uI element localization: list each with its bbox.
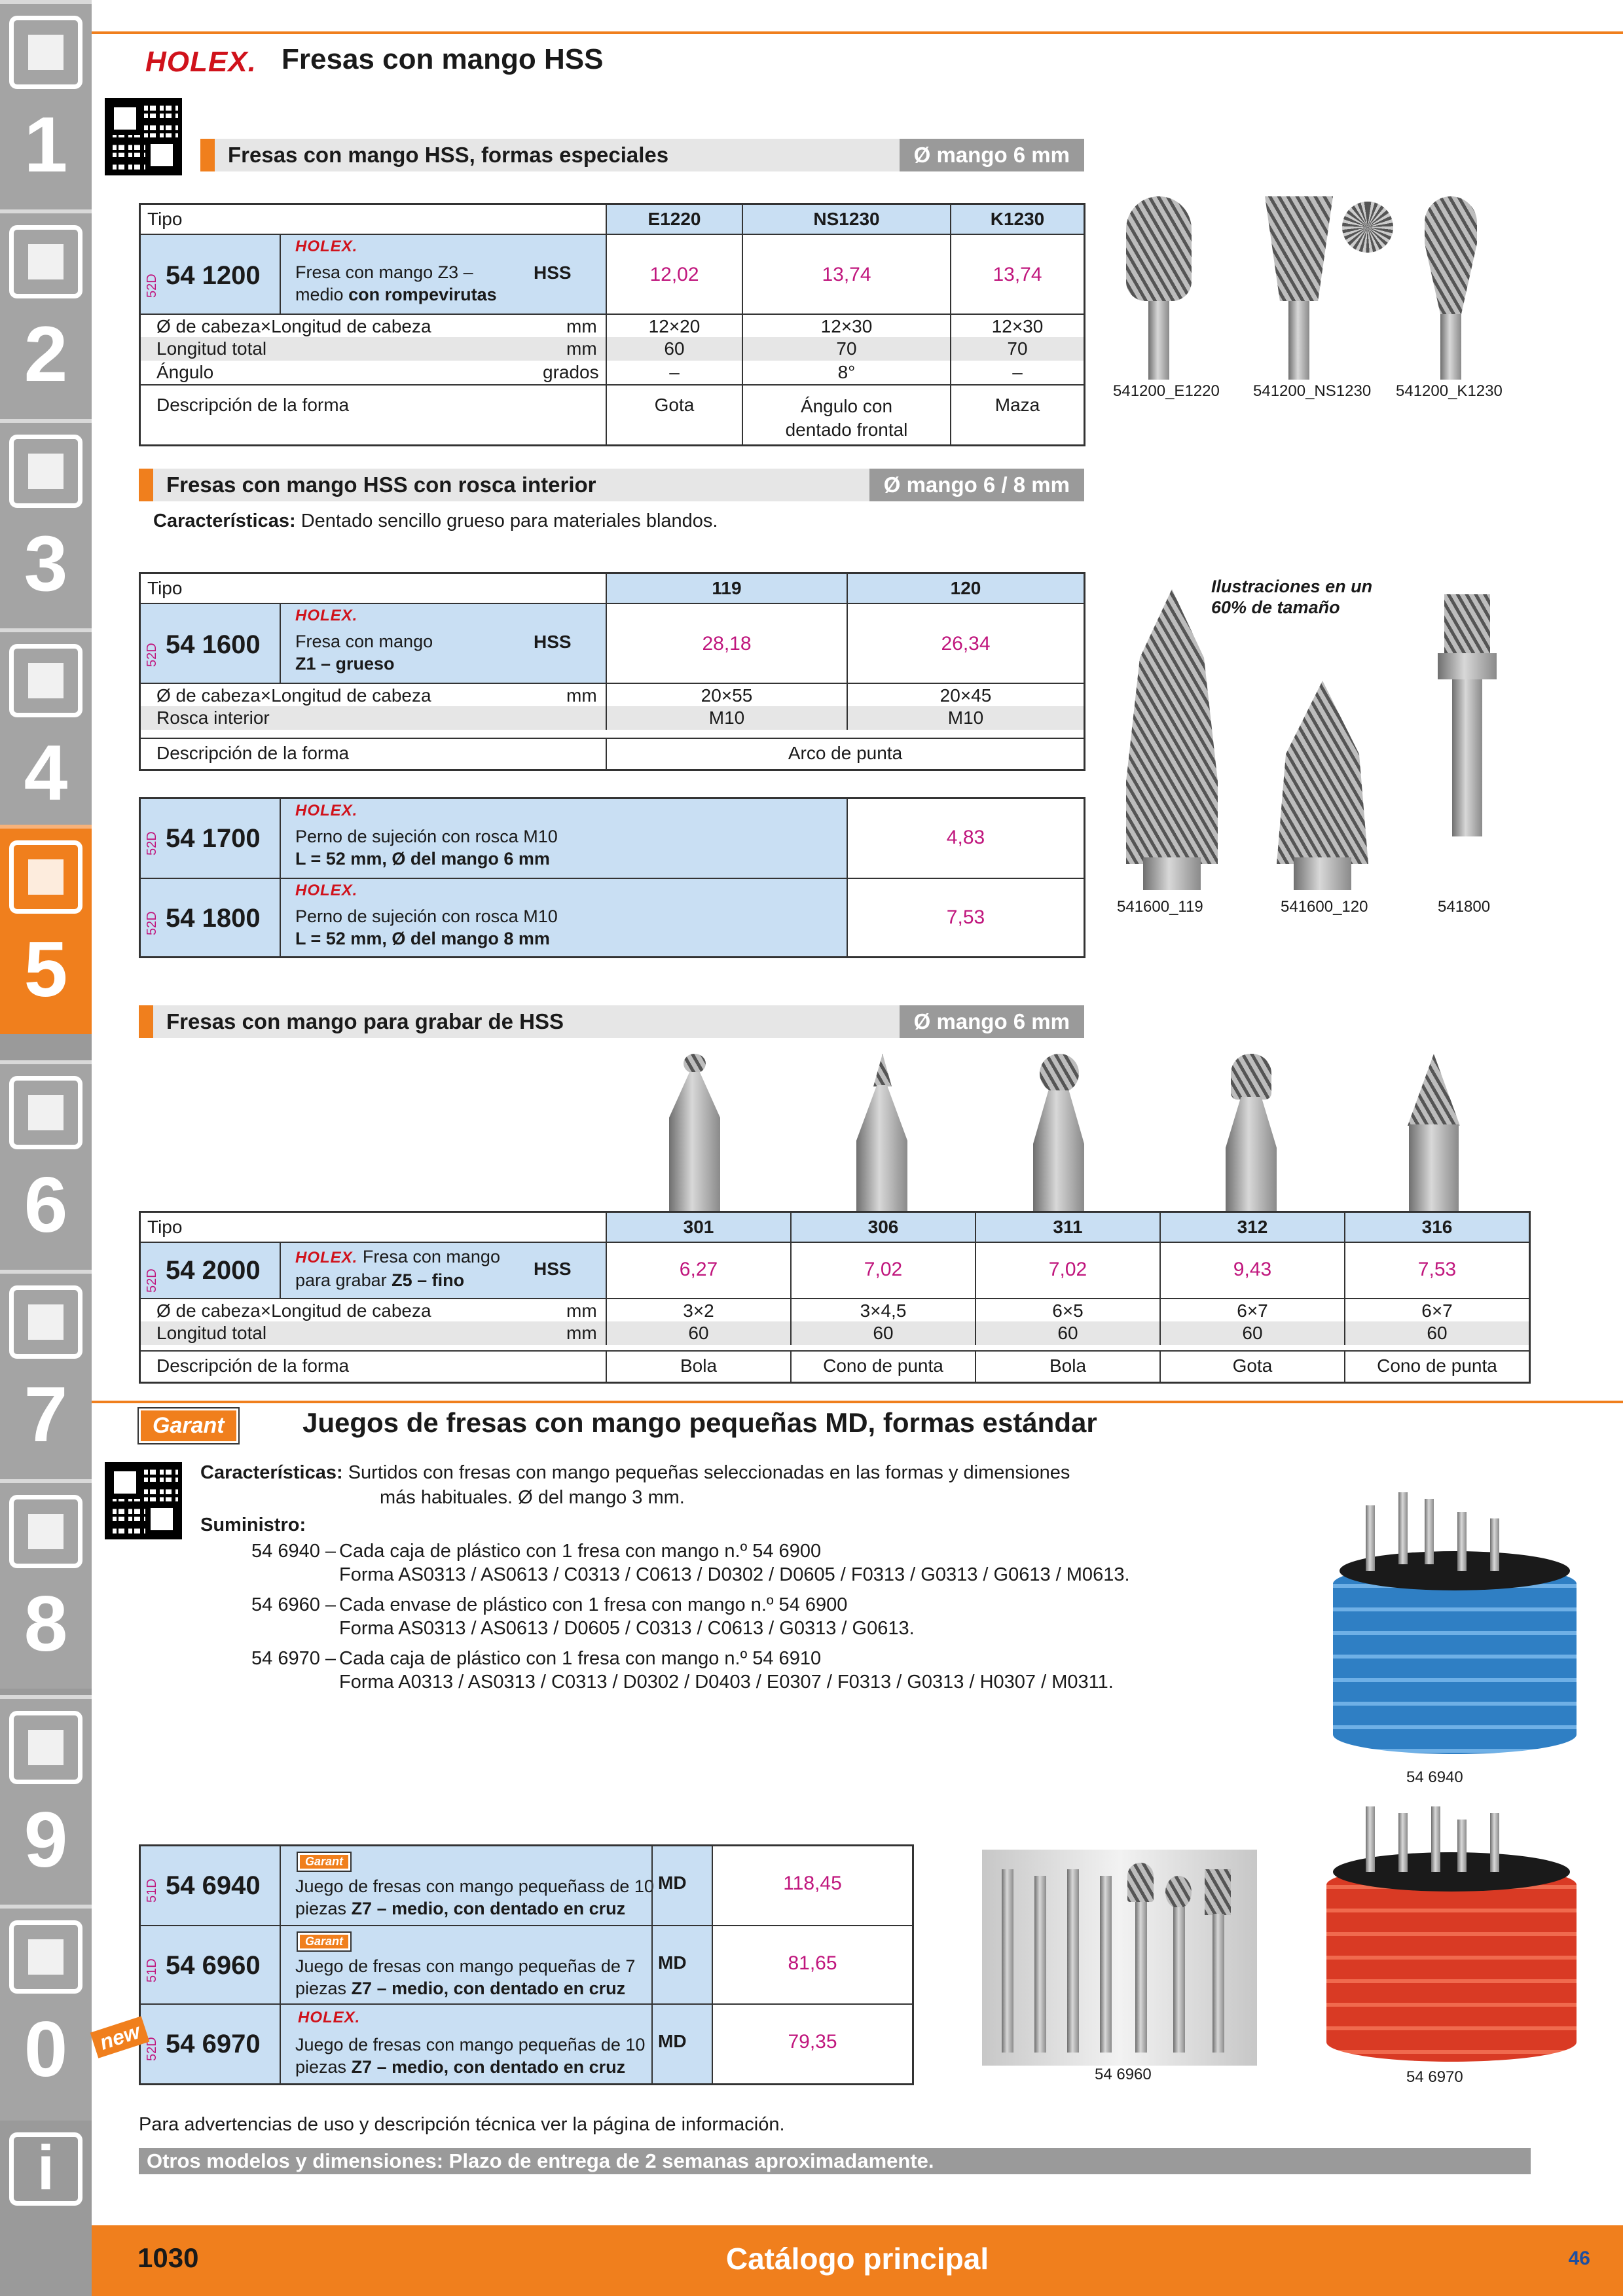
page-title: Fresas con mango HSS xyxy=(282,43,604,75)
section-title: Fresas con mango HSS, formas especiales xyxy=(228,143,669,167)
page-number: 1030 xyxy=(137,2242,199,2273)
image-caption: 54 6970 xyxy=(1406,2068,1463,2086)
column-header: NS1230 xyxy=(742,205,950,234)
image-caption: 541200_K1230 xyxy=(1396,382,1503,400)
delivery-note: Otros modelos y dimensiones: Plazo de entrega de 2 semanas aproximadamente. xyxy=(139,2148,1531,2174)
qr-code[interactable] xyxy=(105,98,182,175)
chapter-number: 8 xyxy=(24,1580,68,1668)
price: 7,53 xyxy=(1344,1243,1529,1298)
section-bar xyxy=(139,469,1084,501)
product-table xyxy=(139,1211,1531,1384)
material: HSS xyxy=(534,632,572,652)
material: MD xyxy=(651,1846,712,1925)
garant-logo: Garant xyxy=(139,1408,238,1443)
new-badge: new xyxy=(90,2016,150,2058)
article-tag: 52D xyxy=(145,2037,159,2061)
supply-code: 54 6940 – xyxy=(251,1541,337,1562)
supply-code: 54 6970 – xyxy=(251,1648,337,1669)
chapter-number: 5 xyxy=(24,925,68,1013)
price: 13,74 xyxy=(742,235,950,314)
article-tag: 52D xyxy=(145,1268,159,1293)
shank-badge: Ø mango 6 mm xyxy=(900,1005,1084,1038)
tap-icon xyxy=(9,435,82,508)
column-header: E1220 xyxy=(606,205,742,234)
chapter-tab-9[interactable] xyxy=(0,1695,92,1905)
supply-code: 54 6960 – xyxy=(251,1594,337,1615)
table-row[interactable] xyxy=(141,234,1084,314)
product-table xyxy=(139,203,1085,446)
table-row[interactable] xyxy=(141,2003,912,2083)
table-header-row xyxy=(141,205,1084,234)
spec-row: Longitud total mm 60 70 70 xyxy=(141,337,1084,361)
image-caption: 54 6940 xyxy=(1406,1768,1463,1786)
material: MD xyxy=(651,2005,712,2083)
saw-icon xyxy=(9,840,82,914)
description: Fresa con mango Z3 – medio con rompevirutas xyxy=(295,262,497,304)
tube-set-image xyxy=(982,1850,1257,2066)
qr-code[interactable] xyxy=(105,1462,182,1539)
chapter-number: 6 xyxy=(24,1161,68,1249)
image-caption: 541600_120 xyxy=(1281,898,1368,916)
cabinet-icon xyxy=(9,1711,82,1784)
table-row[interactable] xyxy=(141,799,1084,878)
article-number: 54 1800 xyxy=(166,904,261,933)
price: 7,53 xyxy=(847,879,1084,956)
material: MD xyxy=(651,1926,712,2003)
form-row: Descripción de la forma Arco de punta xyxy=(141,738,1084,769)
description: Juego de fresas con mango pequeñas de 7 piezas Z7 – medio, con dentado en cruz xyxy=(295,1956,636,1998)
section-title: Fresas con mango HSS con rosca interior xyxy=(166,473,596,497)
chapter-tab-8[interactable] xyxy=(0,1479,92,1689)
column-header: 301 xyxy=(606,1213,790,1242)
column-header: 119 xyxy=(606,574,847,603)
description: Juego de fresas con mango pequeñass de 10 piezas Z7 – medio, con dentado en cruz xyxy=(295,1876,654,1918)
characteristics-cont: más habituales. Ø del mango 3 mm. xyxy=(380,1487,685,1508)
chapter-tab-0[interactable] xyxy=(0,1905,92,2121)
usage-note: Para advertencias de uso y descripción técnica ver la página de información. xyxy=(139,2114,785,2135)
chapter-tab-7[interactable] xyxy=(0,1270,92,1479)
holex-logo: HOLEX. xyxy=(298,2009,361,2026)
column-header: 120 xyxy=(847,574,1084,603)
supply-line: Forma AS0313 / AS0613 / C0313 / C0613 / D0302 / D0605 / F0313 / G0313 / G0613 / M0613. xyxy=(339,1564,1130,1585)
drill-icon xyxy=(9,16,82,89)
spec-row: Longitud total mm 60 60 60 60 60 xyxy=(141,1321,1529,1345)
chapter-number: 0 xyxy=(24,2005,68,2093)
chapter-tab-1[interactable] xyxy=(0,0,92,209)
footer xyxy=(92,2225,1623,2296)
shank-badge: Ø mango 6 mm xyxy=(900,139,1084,171)
table-row[interactable] xyxy=(141,1846,912,1925)
tipo-label: Tipo xyxy=(147,209,183,229)
image-caption: 541200_NS1230 xyxy=(1253,382,1372,400)
supply-line: Cada caja de plástico con 1 fresa con mango n.º 54 6900 xyxy=(339,1541,822,1562)
price: 9,43 xyxy=(1159,1243,1344,1298)
table-row[interactable] xyxy=(141,1242,1529,1298)
chapter-tab-2[interactable] xyxy=(0,209,92,419)
table-header-row: Tipo 301 306 311 312 316 xyxy=(141,1213,1529,1242)
column-header: 316 xyxy=(1344,1213,1529,1242)
article-number: 54 1600 xyxy=(166,630,261,659)
chapter-rail xyxy=(0,0,92,2296)
description: Perno de sujeción con rosca M10 L = 52 mm, Ø del mango 8 mm xyxy=(295,906,558,948)
article-number: 54 6940 xyxy=(166,1871,261,1900)
chapter-number: 9 xyxy=(24,1796,68,1884)
characteristics: Características: Surtidos con fresas con mango pequeñas seleccionadas en las formas y dimensiones xyxy=(200,1462,1070,1483)
material: HSS xyxy=(534,262,572,283)
article-number: 54 1200 xyxy=(166,261,261,290)
price: 7,02 xyxy=(975,1243,1159,1298)
price: 13,74 xyxy=(950,235,1084,314)
description: Fresa con mango Z1 – grueso xyxy=(295,632,433,673)
insert-icon xyxy=(9,225,82,298)
table-row[interactable] xyxy=(141,1925,912,2003)
spec-row: Ø de cabeza×Longitud de cabeza mm 12×20 12×30 12×30 xyxy=(141,314,1084,337)
price: 12,02 xyxy=(606,235,742,314)
catalog-title: Catálogo principal xyxy=(725,2242,989,2276)
holex-logo: HOLEX. xyxy=(295,882,358,899)
column-header: 312 xyxy=(1159,1213,1344,1242)
chapter-tab-6[interactable] xyxy=(0,1060,92,1270)
article-number: 54 2000 xyxy=(166,1256,261,1285)
supply-line: Forma AS0313 / AS0613 / D0605 / C0313 / C0613 / G0313 / G0613. xyxy=(339,1618,915,1639)
column-header: 306 xyxy=(790,1213,975,1242)
price: 4,83 xyxy=(847,799,1084,878)
image-caption: 541800 xyxy=(1438,898,1491,916)
chapter-tab-5[interactable] xyxy=(0,825,92,1034)
safety-icon xyxy=(9,1920,82,1994)
section-bar xyxy=(139,1005,1084,1038)
article-tag: 52D xyxy=(145,274,159,298)
article-number: 54 6960 xyxy=(166,1951,261,1980)
image-caption: 54 6960 xyxy=(1095,2066,1152,2083)
description: Juego de fresas con mango pequeñas de 10 piezas Z7 – medio, con dentado en cruz xyxy=(295,2035,646,2077)
chapter-number: 2 xyxy=(24,310,68,398)
image-caption: 541600_119 xyxy=(1117,898,1203,916)
holex-logo: HOLEX. xyxy=(295,802,358,819)
price: 26,34 xyxy=(847,604,1084,683)
chapter-tab-4[interactable] xyxy=(0,628,92,838)
spec-row: Ø de cabeza×Longitud de cabeza mm 3×2 3×4,5 6×5 6×7 6×7 xyxy=(141,1298,1529,1321)
header-rule xyxy=(92,31,1623,34)
article-tag: 51D xyxy=(145,1958,159,1982)
material: HSS xyxy=(534,1259,572,1279)
section-bar xyxy=(200,139,1084,171)
supply-line: Cada envase de plástico con 1 fresa con mango n.º 54 6900 xyxy=(339,1594,848,1615)
sets-table xyxy=(139,1844,914,2085)
garant-logo: Garant xyxy=(298,1853,350,1871)
holex-logo: HOLEX. xyxy=(295,238,358,255)
image-caption: 541200_E1220 xyxy=(1113,382,1220,400)
description: HOLEX. Fresa con mango para grabar Z5 – fino xyxy=(295,1247,500,1290)
wrench-icon xyxy=(9,1076,82,1149)
section-number: 46 xyxy=(1568,2248,1590,2269)
article-tag: 52D xyxy=(145,643,159,667)
chapter-number: 7 xyxy=(24,1371,68,1458)
caliper-icon xyxy=(9,644,82,717)
price: 6,27 xyxy=(606,1243,790,1298)
chapter-number: 4 xyxy=(24,729,68,817)
form-row: Descripción de la forma Bola Cono de punta Bola Gota Cono de punta xyxy=(141,1350,1529,1382)
holex-logo: HOLEX. xyxy=(295,607,358,624)
form-row: Descripción de la forma Gota Ángulo con dentado frontal Maza xyxy=(141,384,1084,444)
supply-label: Suministro: xyxy=(200,1515,306,1535)
price: 79,35 xyxy=(712,2005,912,2083)
spec-row: Rosca interior M10 M10 xyxy=(141,706,1084,730)
spec-row: Ángulo grados – 8° – xyxy=(141,361,1084,384)
chapter-number: 3 xyxy=(24,520,68,607)
table-header-row: Tipo 119 120 xyxy=(141,574,1084,603)
price: 81,65 xyxy=(712,1926,912,2003)
supply-line: Forma A0313 / AS0313 / C0313 / D0302 / D0403 / E0307 / F0313 / G0313 / H0307 / M0311. xyxy=(339,1672,1114,1693)
supply-line: Cada caja de plástico con 1 fresa con mango n.º 54 6910 xyxy=(339,1648,822,1669)
holex-logo: HOLEX. xyxy=(145,46,257,78)
table-row[interactable] xyxy=(141,878,1084,956)
description: Perno de sujeción con rosca M10 L = 52 mm, Ø del mango 6 mm xyxy=(295,827,558,869)
toolcase-icon xyxy=(9,1495,82,1568)
article-tag: 51D xyxy=(145,1878,159,1903)
section-title: Fresas con mango para grabar de HSS xyxy=(166,1009,564,1033)
chapter-number: 1 xyxy=(24,101,68,188)
info-icon[interactable]: i xyxy=(9,2132,82,2206)
article-tag: 52D xyxy=(145,831,159,855)
article-tag: 52D xyxy=(145,911,159,935)
product-table xyxy=(139,572,1085,771)
spec-row: Ø de cabeza×Longitud de cabeza mm 20×55 20×45 xyxy=(141,683,1084,706)
garant-logo: Garant xyxy=(298,1933,350,1950)
section-rule xyxy=(92,1401,1623,1403)
article-number: 54 1700 xyxy=(166,824,261,853)
section-title: Juegos de fresas con mango pequeñas MD, formas estándar xyxy=(302,1407,1097,1438)
pliers-icon xyxy=(9,1285,82,1359)
table-row[interactable] xyxy=(141,603,1084,683)
characteristics: Características: Dentado sencillo grueso para materiales blandos. xyxy=(153,511,718,531)
column-header: 311 xyxy=(975,1213,1159,1242)
price: 118,45 xyxy=(712,1846,912,1925)
chapter-tab-3[interactable] xyxy=(0,419,92,628)
article-number: 54 6970 xyxy=(166,2030,261,2058)
price: 7,02 xyxy=(790,1243,975,1298)
price: 28,18 xyxy=(606,604,847,683)
bolt-table xyxy=(139,797,1085,958)
shank-badge: Ø mango 6 / 8 mm xyxy=(869,469,1084,501)
illustration-note: Ilustraciones en un 60% de tamaño xyxy=(1211,577,1373,617)
column-header: K1230 xyxy=(950,205,1084,234)
